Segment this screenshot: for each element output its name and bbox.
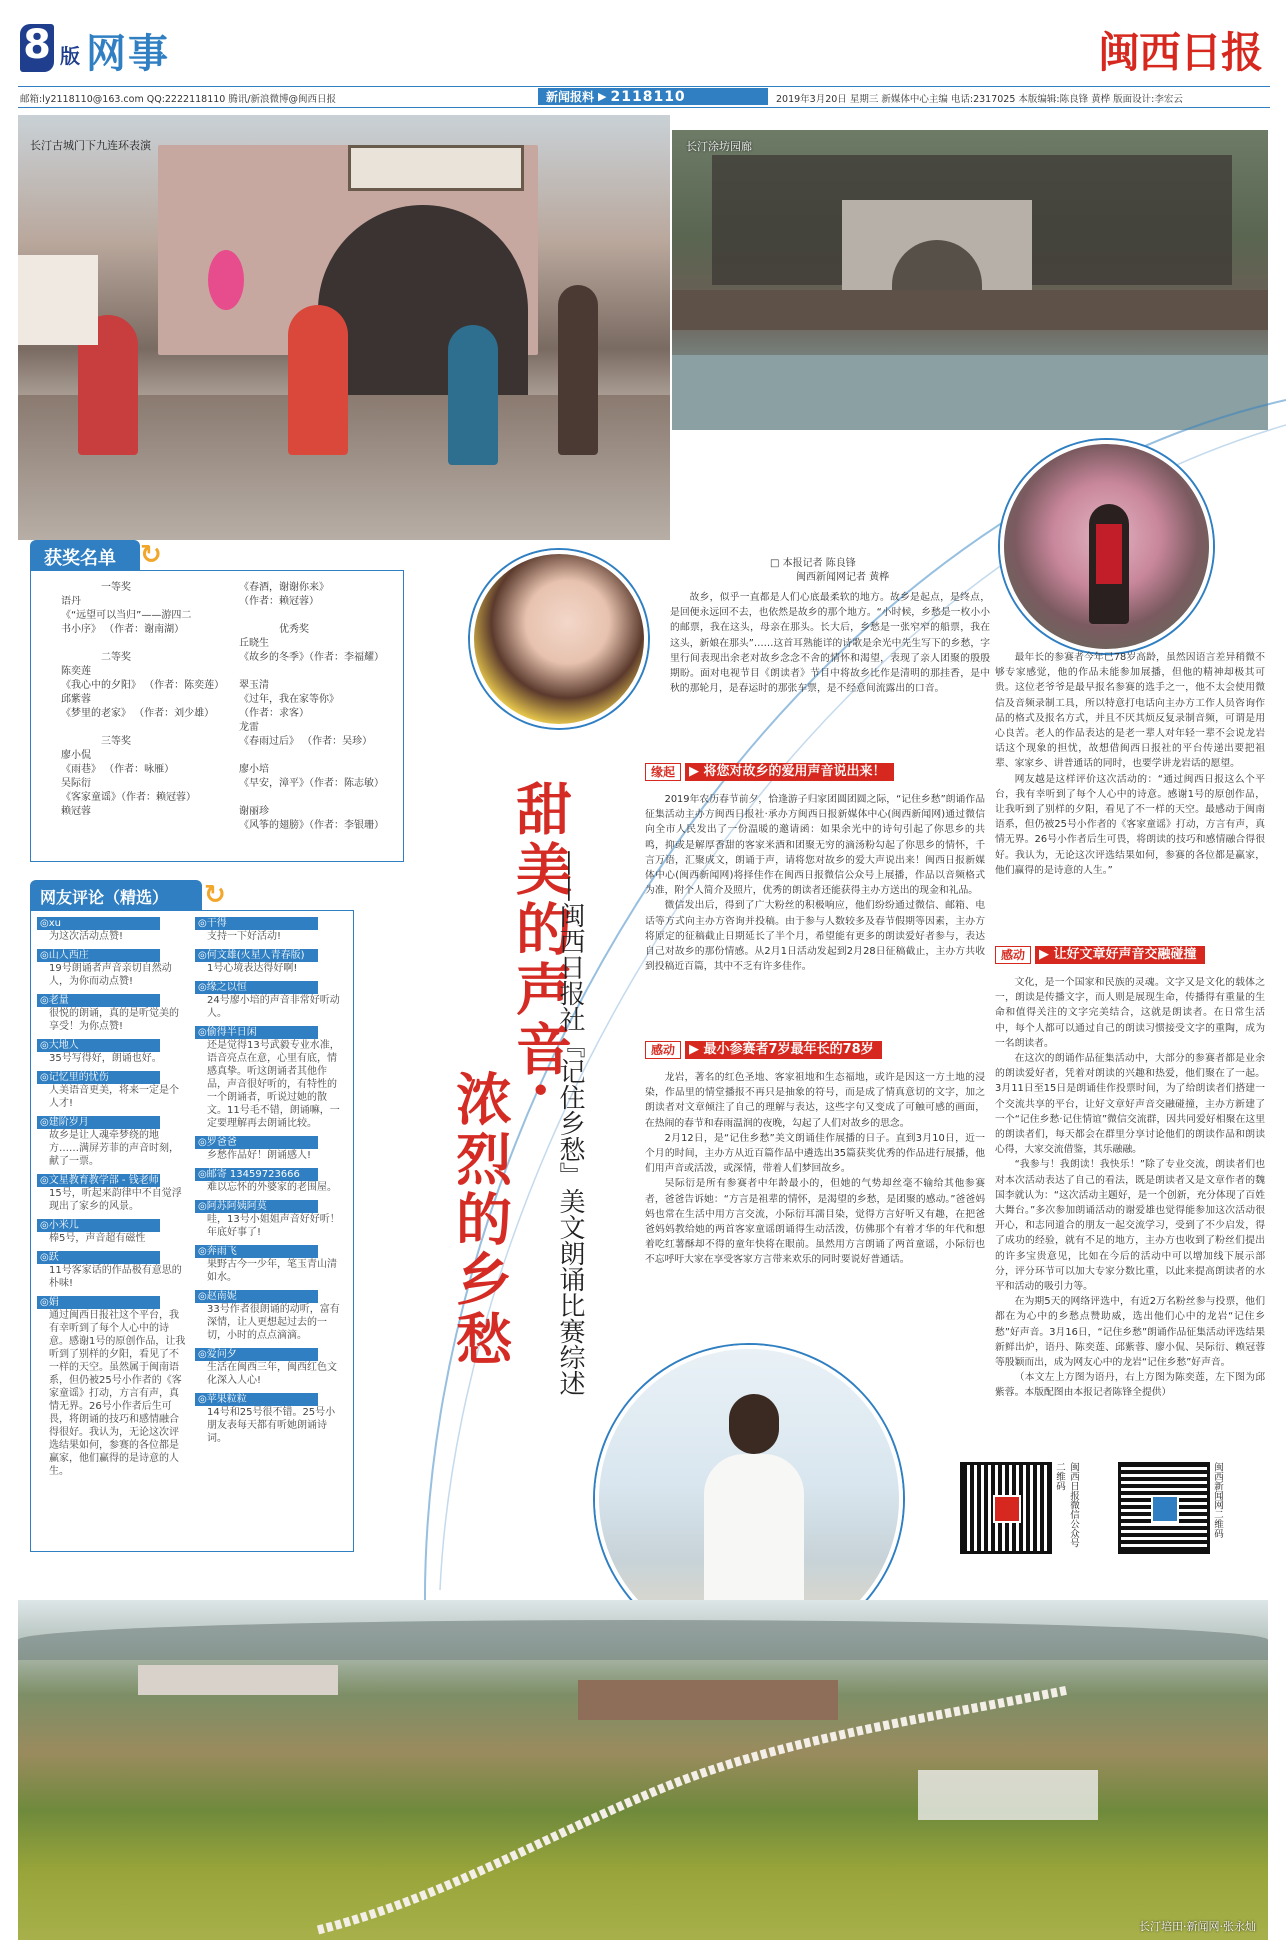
award-line: 书小序》 （作者：谢南湖） (61, 624, 185, 635)
comment-item (195, 1348, 345, 1387)
arrow-icon: ▶ (689, 764, 700, 779)
award-line: 《雨巷》 （作者：咏雁） (61, 764, 175, 775)
award-line: 廖小培 (239, 764, 269, 775)
comment-item (195, 917, 345, 943)
comment-author-name: 苹果粒粒 (206, 1394, 247, 1405)
comment-text: 乡愁作品好！朗诵感人! (207, 1150, 312, 1161)
qr-website[interactable] (1118, 1462, 1210, 1554)
comment-item (37, 1174, 187, 1213)
comment-item (37, 1116, 187, 1168)
masthead (0, 0, 1286, 86)
comment-author: ◎跃 (37, 1251, 160, 1264)
section-tag: 缘起 (645, 763, 681, 781)
comment-item (195, 1168, 345, 1194)
award-line: 《早安，漳平》（作者：陈志敏） (239, 778, 384, 789)
comment-author-name: 罗爸爸 (206, 1137, 237, 1148)
paragraph: 网友越是这样评价这次活动的：“通过闽西日报这么个平台，我有幸听到了每个人心中的诗意。感谢1号的原创作品，让我听到了别样的夕阳，看见了不一样的天空。最感动于闽南语系，但仍被25号小作者的《客家童谣》打动，方言有声，真情无界。26号小作者后生可畏，将朗读的技巧和感情融合得很好。我认为，无论这次评选结果如何，参赛的各位都是赢家，他们赢得的是诗意的人生。” (995, 773, 1265, 876)
arrow-icon: ▶ (689, 1042, 700, 1057)
section-heading-contestants (645, 1040, 882, 1060)
paragraph: 在为期5天的网络评选中，有近2万名粉丝参与投票，他们都在为心中的乡愁点赞助威，选出他们心中的龙岩“记住乡愁”好声音。3月16日，“记住乡愁”朗诵作品征集活动评选结果新鲜出炉，语丹、陈奕莲、邱紫蓉、廖小侃、吴际衍、赖冠蓉等殷颖而出，成为网友心中的龙岩“记住乡愁”好声音。 (995, 1296, 1265, 1369)
comment-author: ◎缘之以恒 (195, 981, 318, 994)
portrait-chenyilian (1000, 440, 1213, 653)
comment-author-name: 小米儿 (48, 1220, 79, 1231)
intro-text: 故乡，似乎一直都是人们心底最柔软的地方。故乡是起点，是终点，是回便永远回不去，也依然是故乡的那个地方。“小时候，乡愁是一枚小小的邮票，我在这头，母亲在那头。长大后，乡愁是一张窄窄的船票，我在这头，新娘在那头”……这首耳熟能详的诗歌是余光中先生写下的乡愁，字里行间表现出余老对故乡念念不舍的情怀和渴望，表现了亲人团聚的殷殷期盼。面对电视节目《朗读者》节目中将故乡比作是清明的那挂香，是中秋的那轮月，是春运时的那张车票，是不经意间流露出的口音。 (670, 592, 990, 695)
section-title (685, 763, 894, 781)
comment-author-name: 建阶岁月 (48, 1117, 89, 1128)
comment-author: ◎文星教育教学部 - 钱老师 (37, 1174, 160, 1187)
comments-swirl-icon: ↻ (204, 880, 226, 910)
award-line (239, 791, 399, 805)
comment-author: ◎xu (37, 917, 160, 930)
comment-item (195, 1136, 345, 1162)
headline-main-2 (440, 1070, 520, 1550)
comment-author-name: 娟 (48, 1297, 59, 1308)
comment-item (37, 1219, 187, 1245)
awards-box (30, 570, 404, 862)
comment-author-name: 偷得半日闲 (206, 1027, 257, 1038)
headline-line-2: 浓烈的乡愁 (447, 1070, 513, 1370)
comment-author: ◎苹果粒粒 (195, 1393, 318, 1406)
award-line: 《客家童谣》（作者：赖冠蓉） (61, 792, 196, 803)
comment-author-name: 奔雨飞 (206, 1246, 237, 1257)
section-title (685, 1041, 882, 1059)
paragraph: 文化，是一个国家和民族的灵魂。文字又是文化的载体之一，朗读是传播文字，而人则是展现生命，传播得有重量的生命和值得关注的文字完美结合，这就是朗读者。在日常生活中，每个人都可以通过自己的朗读习惯接受文字的重陶，成为一名朗读者。 (995, 977, 1265, 1049)
headline-sub: ——闽西日报社『记住乡愁』美文朗诵比赛综述 (555, 850, 585, 1396)
hotline-number: 2118110 (610, 88, 686, 105)
comment-text: 11号客家话的作品极有意思的朴味! (49, 1265, 182, 1289)
byline (770, 557, 889, 585)
award-line: 陈奕莲 (61, 666, 91, 677)
comment-text: 哇，13号小姐姐声音好好听！年底好事了! (207, 1214, 340, 1238)
award-line (239, 609, 399, 623)
comment-text: 果野古今一少年，笔玉青山清如水。 (207, 1259, 337, 1283)
paper-logo: 闽西日报 (1098, 28, 1263, 77)
comment-author-name: 文星教育教学部 - 钱老师 (48, 1175, 159, 1186)
comment-author-name: 老量 (48, 995, 69, 1006)
award-line: 《春酒，谢谢你来》 (239, 582, 329, 593)
comments-right-column (195, 917, 345, 1451)
award-line: 廖小侃 (61, 750, 91, 761)
comment-text: 14号和25号很不错。25号小朋友表每天都有听她朗诵诗词。 (207, 1407, 336, 1444)
photo-caption-village: 长汀涂坊园廊 (686, 140, 752, 153)
award-line: （作者：赖冠蓉） (239, 596, 319, 607)
comment-text: 为这次活动点赞! (49, 931, 124, 942)
award-line (239, 749, 399, 763)
comment-author: ◎偷得半日闲 (195, 1026, 318, 1039)
section-tag: 感动 (995, 946, 1031, 964)
comment-item (37, 994, 187, 1033)
comment-item (195, 1245, 345, 1284)
comment-text: 19号朗诵者声音亲切自然动人，为你而动点赞! (49, 963, 172, 987)
awards-left-column (61, 581, 231, 819)
comment-author: ◎赵南妮 (195, 1290, 318, 1303)
section-title-text: 让好文章好声音交融碰撞 (1053, 947, 1197, 962)
awards-header (30, 540, 140, 570)
comment-text: 15号，听起来韵律中不自觉浮现出了家乡的风景。 (49, 1188, 182, 1212)
paragraph: 在这次的朗诵作品征集活动中，大部分的参赛者都是业余的朗读爱好者，凭着对朗读的兴趣和热爱，他们聚在了一起。3月11日至15日是朗诵佳作投票时间，为了给朗读者们搭建一个交流共享的平台，让好文章好声音交融碰撞，主办方新建了一个“记住乡愁·记住情谊”微信交流群，因共同爱好相聚在这里的朗读者们，每天都会在群里分享讨论他们的朗读作品和朗读心得，大家交流借鉴，其乐融融。 (995, 1053, 1265, 1156)
portrait-yudan (470, 550, 648, 728)
hotline-label: 新闻报料 (546, 90, 595, 104)
date-info: 2019年3月20日 星期三 新媒体中心主编 电话:2317025 本版编辑:陈良锋 黄桦 版面设计:李宏云 (776, 94, 1183, 105)
comment-author: ◎奔雨飞 (195, 1245, 318, 1258)
award-line: 丘晓生 (239, 638, 269, 649)
qr-website-label: 闽西新闻网二维码 (1212, 1462, 1223, 1538)
section-tag: 感动 (645, 1041, 681, 1059)
section-body-contestants (645, 1070, 985, 1268)
qr-wechat-label: 闽西日报微信公众号二维码 (1054, 1462, 1079, 1548)
award-line: 《“远望可以当归”——游四二 (61, 610, 192, 621)
section-body-origin (645, 792, 985, 974)
comment-author: ◎老量 (37, 994, 160, 1007)
paragraph: 微信发出后，得到了广大粉丝的积极响应，他们纷纷通过微信、邮箱、电话等方式向主办方咨询并投稿。由于参与人数较多及春节假期等因素，主办方将原定的征稿截止日期延长了半个月，希望能有更多的朗读爱好者参与，表达自己对故乡的那份情感。从2月1日活动发起到2月28日征稿截止，主办方共收到投稿近百篇，其中不乏有许多佳作。 (645, 900, 985, 973)
award-line: 翠玉清 (239, 680, 269, 691)
award-line: 吴际衍 (61, 778, 91, 789)
award-line: 三等奖 (101, 736, 131, 747)
comment-item (195, 1290, 345, 1342)
headline-line-1: 甜美的声音· (507, 780, 573, 1104)
contact-info: 邮箱:ly2118110@163.com QQ:2222118110 腾讯/新浪微博@闽西日报 (20, 94, 337, 105)
comment-author: ◎何文雄(火星人青春版) (195, 949, 318, 962)
comment-author-name: 干得 (206, 918, 227, 929)
comments-left-column (37, 917, 187, 1484)
award-line: 语丹 (61, 596, 81, 607)
section-title-text: 将您对故乡的爱用声音说出来！ (703, 764, 886, 779)
comment-item (37, 949, 187, 988)
section-title: 网事 (86, 31, 170, 77)
comment-author: ◎娟 (37, 1296, 160, 1309)
award-line: 二等奖 (101, 652, 131, 663)
comment-item (195, 949, 345, 975)
paragraph: 最年长的参赛者今年已78岁高龄，虽然因语言差异稍微不够专家感觉，他的作品未能参加展播，但他的精神却极其可贵。这位老爷爷是最早报名参赛的选手之一，他不太会使用微信及音频录制工具，所以特意打电话向主办方工作人员咨询作品的格式及报名方式，并且不厌其烦反复录制音频，可谓是用心良苦。老人的作品表达的是老一辈人对年轻一辈不会说龙岩话这个现象的担忧，故想借闽西日报社的平台传递出要把祖辈、家家乡、讲普通话的同时，也要学讲龙岩话的愿望。 (995, 652, 1265, 770)
photo-panorama (18, 1600, 1268, 1940)
award-line: 一等奖 (101, 582, 131, 593)
comment-author-name: 记忆里的忧伤 (48, 1072, 109, 1083)
comment-text: 难以忘怀的外婆家的老围屋。 (207, 1182, 337, 1193)
paragraph: （本文左上方图为语丹，右上方图为陈奕莲，左下图为邱紫蓉。本版配图由本报记者陈锋全提供） (995, 1372, 1265, 1399)
paragraph: 龙岩，著名的红色圣地、客家祖地和生态福地，或许是因这一方土地的浸染，作品里的情堂播报不再只是抽象的符号，而是成了情真意切的文字，加之朗读者对文章倾注了自己的理解与表达，这些字句又变成了可触可感的画面，在热闹的春节和春雨温润的夜晚，勾起了人们对故乡的思念。 (645, 1072, 985, 1129)
award-line: 《春雨过后》 （作者：吴珍） (239, 736, 373, 747)
comment-item (37, 917, 187, 943)
comment-author-name: 山人西庄 (48, 950, 89, 961)
paragraph: “我参与！我朗读！我快乐！”除了专业交流，朗读者们也对本次活动表达了自己的看法，既是朗读者又是文章作者的魏国李就认为：“这次活动主题好，是一个创新，充分体现了百姓大舞台。”多次参加朗诵活动的谢爱雄也觉得能参加这次活动很开心，和志同道合的朋友一起交流学习，受到了不少启发，得了成功的经验，就有不足的地方，主办方也收到了粉丝们提出的许多宝贵意见，比如在今后的活动中可以增加线下展示部分，评分环节可以加大专家分数比重，以此来提高朗读者的水平和活动的吸引力等。 (995, 1159, 1265, 1293)
comments-box (30, 910, 354, 1552)
comment-text: 支持一下好活动! (207, 931, 282, 942)
comment-text: 24号廖小培的声音非常好听动人。 (207, 995, 340, 1019)
comment-text: 还是觉得13号武毅专业水准，语音亮点在意，心里有底，情感真挚。听这朗诵者其他作品，声音很好听的，有特性的一个朗诵者，听说过她的散文。11号毛不错，朗诵嘛，一定要理解再去朗诵比较。 (207, 1040, 340, 1129)
byline-reporter-2: 闽西新闻网记者 黄桦 (796, 572, 890, 583)
intro-paragraph (670, 590, 990, 696)
comment-item (195, 981, 345, 1020)
info-bar (18, 86, 1270, 108)
comment-text: 故乡是让人魂牵梦绕的地方……满屏芳菲的声音时刻，献了一票。 (49, 1130, 179, 1167)
award-line: 邱紫蓉 (61, 694, 91, 705)
hotline-box (538, 88, 768, 105)
comment-author: ◎记忆里的忧伤 (37, 1071, 160, 1084)
comment-text: 通过闽西日报社这个平台，我有幸听到了每个人心中的诗意。感谢1号的原创作品，让我听到了别样的夕阳，看见了不一样的天空。虽然属于闽南语系，但仍被25号小作者的《客家童谣》打动，方言有声，真情无界。26号小作者后生可畏，将朗诵的技巧和感情融合得很好。我认为，无论这次评选结果如何，参赛的各位都是赢家，他们赢得的是诗意的人生。 (49, 1310, 186, 1477)
award-line: 赖冠蓉 (61, 806, 91, 817)
award-line (61, 637, 231, 651)
comment-item (37, 1039, 187, 1065)
award-line: 《风筝的翅膀》（作者：李银珊） (239, 820, 384, 831)
comment-item (37, 1296, 187, 1478)
comment-author: ◎小米儿 (37, 1219, 160, 1232)
paragraph: 2019年农历春节前夕，恰逢游子归家团圆团圆之际，“记住乡愁”朗诵作品征集活动主办方闽西日报社·承办方闽西日报新媒体中心(闽西新闻网)通过微信向全市人民发出了一份温暖的邀请函：如果余光中的诗句引起了你思乡的共鸣，抑或是解厚香甜的客家米酒和团聚无穷的滴汤粉勾起了你思乡的情怀，千言万语，汇聚成文，朗诵于声，请将您对故乡的爱大声说出来！闽西日报新媒体中心(闽西新闻网)将择佳作在闽西日报微信公众号上展播，作品以音频格式为准，附个人简介及照片，优秀的朗读者还能获得主办方送出的现金和礼品。 (645, 794, 985, 897)
photo-village (672, 130, 1268, 430)
award-line: 《故乡的冬季》（作者：李福耀） (239, 652, 384, 663)
comment-author: ◎干得 (195, 917, 318, 930)
comment-author: ◎邮寄 13459723666 (195, 1168, 318, 1181)
arrow-icon: ▶ (1039, 947, 1050, 962)
photo-caption-city-gate: 长汀古城门下九连环表演 (30, 139, 151, 152)
comments-header (30, 880, 202, 910)
award-line: 《过年，我在家等你》 (239, 694, 339, 705)
award-line: 龙雷 (239, 722, 259, 733)
comment-text: 棒5号，声音超有磁性 (49, 1233, 146, 1244)
section-heading-origin (645, 762, 894, 782)
comment-author-name: 何文雄(火星人青春版) (206, 950, 305, 961)
section-body-exchange (995, 975, 1265, 1401)
comment-item (37, 1251, 187, 1290)
award-line: （作者：求客） (239, 708, 309, 719)
hotline-arrow-icon: ▶ (598, 90, 607, 103)
paragraph: 吴际衍是所有参赛者中年龄最小的，但她的气势却丝毫不输给其他参赛者，爸爸告诉她：“方言是祖辈的情怀，是渴望的乡愁，是团聚的感动。”爸爸妈妈也常在生活中用方言交流，小际衍耳濡目染，觉得方言好听又有趣，在把爸爸妈妈教给她的两首客家童谣朗诵得生动活泼，仿佛那个有着才华的年代和想着吃红薯酥却不得的童年快将在眼前。虽然用方言朗诵了两首童谣，小际衍也不忘呼吁大家在享受客家方言带来欢乐的同时要说好普通话。 (645, 1178, 985, 1266)
comment-item (195, 1393, 345, 1445)
comment-author-name: 赵南妮 (206, 1291, 237, 1302)
comment-text: 很悦的朗诵，真的是听觉美的享受！为你点赞! (49, 1008, 179, 1032)
comment-author: ◎罗爸爸 (195, 1136, 318, 1149)
award-line (61, 721, 231, 735)
comment-text: 1号心境表达得好啊! (207, 963, 298, 974)
comment-author: ◎大地人 (37, 1039, 160, 1052)
photo-caption-panorama: 长汀培田·新闻网·张永灿 (1139, 1920, 1256, 1933)
section-heading-exchange (995, 945, 1205, 965)
comment-author-name: 阿苏阿姨阿莫 (206, 1201, 267, 1212)
comment-text: 人美语音更美，将来一定是个人才! (49, 1085, 179, 1109)
comment-author: ◎山人西庄 (37, 949, 160, 962)
award-line: 《我心中的夕阳》 （作者：陈奕莲） (61, 680, 225, 691)
comment-author-name: 大地人 (48, 1040, 79, 1051)
section-title (1035, 946, 1205, 964)
comment-author: ◎阿苏阿姨阿莫 (195, 1200, 318, 1213)
awards-title: 获奖名单 (44, 548, 116, 569)
comment-text: 33号作者很朗诵的动听，富有深情，让人更想起过去的一切，小时的点点滴滴。 (207, 1304, 340, 1341)
comment-author: ◎建阶岁月 (37, 1116, 160, 1129)
comment-item (195, 1200, 345, 1239)
comment-author-name: 跃 (48, 1252, 59, 1263)
award-line: 优秀奖 (279, 624, 309, 635)
edition-number: 8 (23, 22, 51, 68)
comment-author-name: 邮寄 13459723666 (206, 1169, 300, 1180)
comment-author-name: 爱问夕 (206, 1349, 237, 1360)
awards-right-column (239, 581, 399, 833)
awards-swirl-icon: ↻ (140, 540, 162, 570)
comment-author: ◎爱问夕 (195, 1348, 318, 1361)
award-line: 《梦里的老家》 （作者：刘少雄） (61, 708, 215, 719)
comments-title: 网友评论（精选） (40, 888, 169, 907)
paragraph: 2月12日，是“记住乡愁”美文朗诵佳作展播的日子。直到3月10日，近一个月的时间，主办方从近百篇作品中遴选出35篇获奖优秀的作品进行展播，他们用声音或活泼，或深情，带着人们梦回故乡。 (645, 1132, 985, 1175)
section-title-text: 最小参赛者7岁最年长的78岁 (703, 1042, 874, 1057)
comment-item (37, 1071, 187, 1110)
comment-text: 生活在闽西三年，闽西红色文化深入人心! (207, 1362, 337, 1386)
byline-reporter-1: □ 本报记者 陈良锋 (770, 558, 856, 569)
edition-suffix: 版 (60, 44, 80, 68)
award-line (239, 665, 399, 679)
qr-wechat[interactable] (960, 1462, 1052, 1554)
comment-author-name: xu (48, 918, 61, 929)
section-body-contestants-cont (995, 650, 1265, 878)
award-line: 谢丽珍 (239, 806, 269, 817)
comment-item (195, 1026, 345, 1130)
comment-text: 35号写得好，朗诵也好。 (49, 1053, 162, 1064)
comment-author-name: 缘之以恒 (206, 982, 247, 993)
